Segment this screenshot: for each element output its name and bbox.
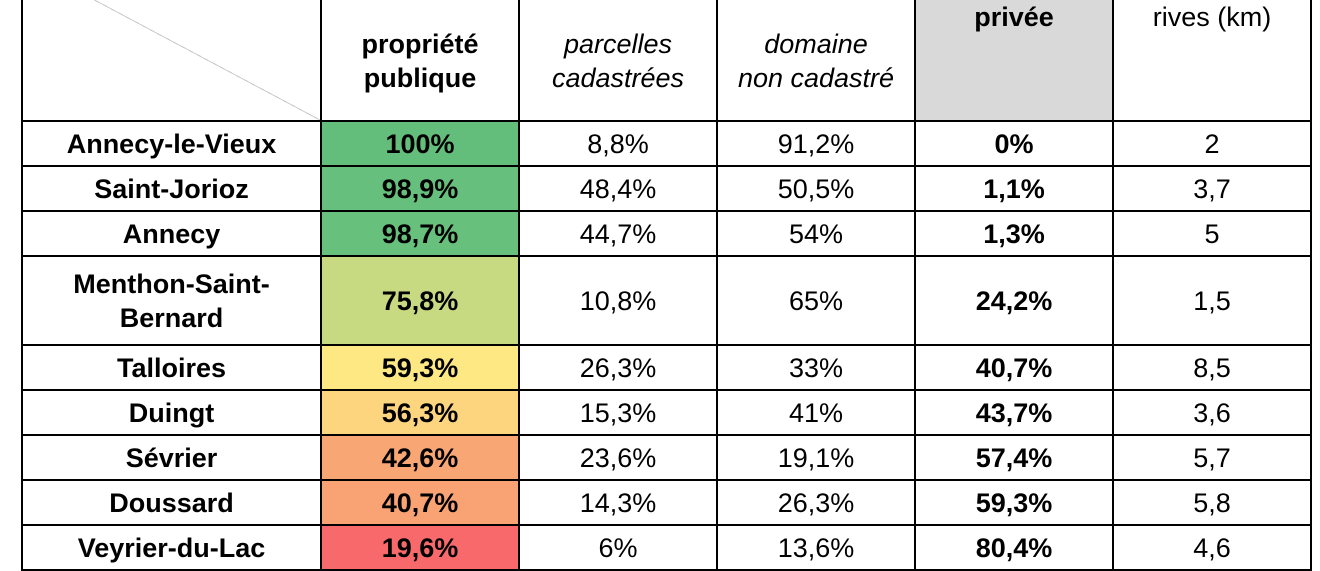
private-share-cell: 0%: [915, 121, 1113, 166]
shores-cell: 5,7: [1113, 435, 1311, 480]
table-row: [22, 480, 1311, 525]
header-private: privée: [915, 0, 1113, 121]
public-share-cell: 75,8%: [321, 256, 519, 345]
ownership-table: [21, 0, 1312, 571]
public-share-cell: 100%: [321, 121, 519, 166]
public-share-cell: 98,9%: [321, 166, 519, 211]
private-share-cell: 1,3%: [915, 211, 1113, 256]
table-row: [22, 345, 1311, 390]
public-share-cell: 19,6%: [321, 525, 519, 570]
commune-cell: Annecy: [22, 211, 321, 256]
domaine-cell: 41%: [717, 390, 915, 435]
shores-cell: 1,5: [1113, 256, 1311, 345]
header-row: [22, 0, 1311, 121]
public-share-cell: 59,3%: [321, 345, 519, 390]
parcelles-cell: 10,8%: [519, 256, 717, 345]
domaine-cell: 13,6%: [717, 525, 915, 570]
domaine-cell: 91,2%: [717, 121, 915, 166]
commune-cell: Talloires: [22, 345, 321, 390]
shores-cell: 2: [1113, 121, 1311, 166]
parcelles-cell: 8,8%: [519, 121, 717, 166]
table-row: [22, 121, 1311, 166]
table-row: [22, 435, 1311, 480]
private-share-cell: 40,7%: [915, 345, 1113, 390]
header-parcelles: parcelles cadastrées: [519, 0, 717, 121]
header-domaine: domaine non cadastré: [717, 0, 915, 121]
public-share-cell: 42,6%: [321, 435, 519, 480]
corner-cell: [22, 0, 321, 121]
commune-cell: Veyrier-du-Lac: [22, 525, 321, 570]
shores-cell: 4,6: [1113, 525, 1311, 570]
private-share-cell: 80,4%: [915, 525, 1113, 570]
domaine-cell: 54%: [717, 211, 915, 256]
parcelles-cell: 14,3%: [519, 480, 717, 525]
domaine-cell: 19,1%: [717, 435, 915, 480]
commune-cell: Sévrier: [22, 435, 321, 480]
commune-cell: Annecy-le-Vieux: [22, 121, 321, 166]
private-share-cell: 59,3%: [915, 480, 1113, 525]
private-share-cell: 57,4%: [915, 435, 1113, 480]
public-share-cell: 98,7%: [321, 211, 519, 256]
shores-cell: 8,5: [1113, 345, 1311, 390]
commune-cell: Menthon-Saint- Bernard: [22, 256, 321, 345]
header-shores: rives (km): [1113, 0, 1311, 121]
domaine-cell: 50,5%: [717, 166, 915, 211]
commune-cell: Saint-Jorioz: [22, 166, 321, 211]
private-share-cell: 1,1%: [915, 166, 1113, 211]
parcelles-cell: 15,3%: [519, 390, 717, 435]
private-share-cell: 24,2%: [915, 256, 1113, 345]
domaine-cell: 33%: [717, 345, 915, 390]
commune-cell: Duingt: [22, 390, 321, 435]
commune-cell: Doussard: [22, 480, 321, 525]
domaine-cell: 26,3%: [717, 480, 915, 525]
private-share-cell: 43,7%: [915, 390, 1113, 435]
table-row: [22, 525, 1311, 570]
domaine-cell: 65%: [717, 256, 915, 345]
shores-cell: 5,8: [1113, 480, 1311, 525]
table-row: [22, 211, 1311, 256]
public-share-cell: 40,7%: [321, 480, 519, 525]
shores-cell: 3,6: [1113, 390, 1311, 435]
table-row: [22, 256, 1311, 345]
parcelles-cell: 44,7%: [519, 211, 717, 256]
shores-cell: 3,7: [1113, 166, 1311, 211]
header-public-ownership: propriété publique: [321, 0, 519, 121]
table-row: [22, 390, 1311, 435]
public-share-cell: 56,3%: [321, 390, 519, 435]
table-row: [22, 166, 1311, 211]
ownership-table-container: [21, 0, 1312, 571]
parcelles-cell: 26,3%: [519, 345, 717, 390]
shores-cell: 5: [1113, 211, 1311, 256]
parcelles-cell: 23,6%: [519, 435, 717, 480]
parcelles-cell: 48,4%: [519, 166, 717, 211]
parcelles-cell: 6%: [519, 525, 717, 570]
